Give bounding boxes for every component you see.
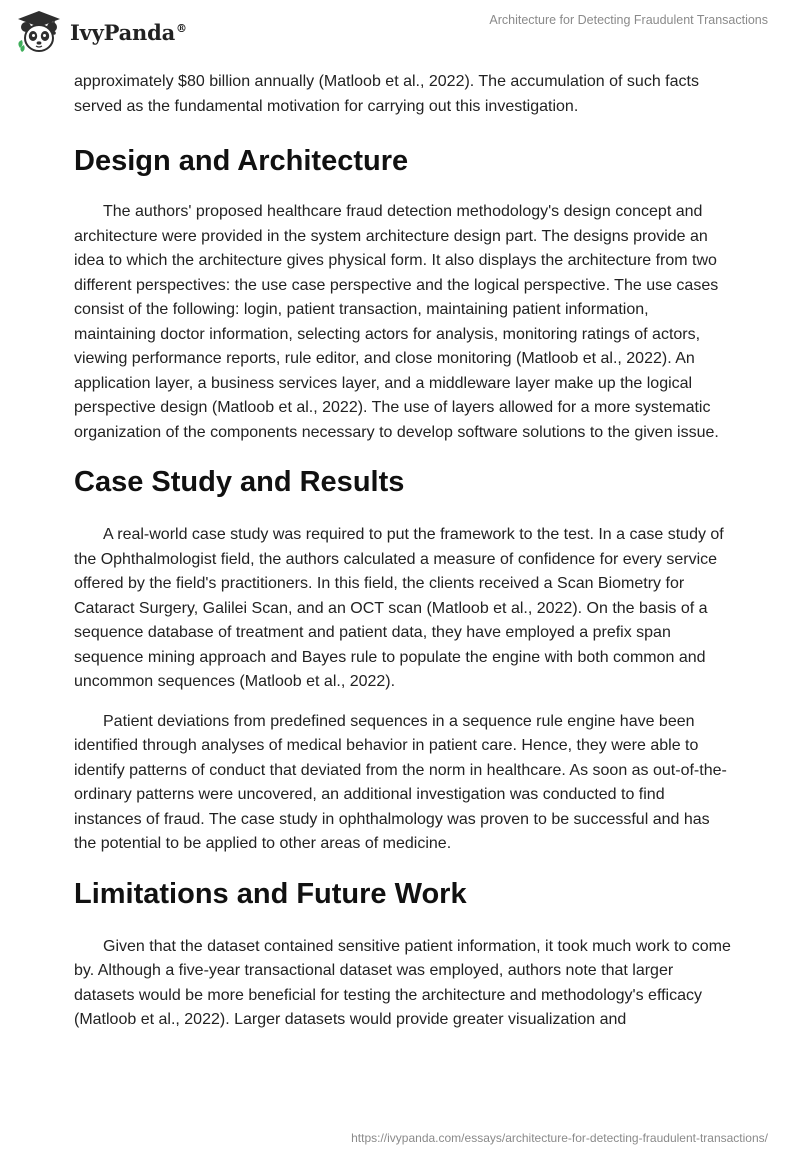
page-header — [0, 0, 800, 60]
intro-paragraph: approximately $80 billion annually (Matloob et al., 2022). The accumulation of such facts served as the fundamental motivation for carrying out this investigation. — [74, 73, 699, 115]
ivypanda-logo[interactable] — [14, 8, 187, 56]
panda-graduate-icon — [14, 8, 64, 56]
section-paragraph: The authors' proposed healthcare fraud detection methodology's design concept and architecture were provided in the system architecture design part. The designs provide an idea to which the architecture gives physical form. It also displays the architecture from two different perspectives: the use case perspective and the logical perspective. The use cases consist of the following: login, patient transaction, maintaining patient information, maintaining doctor information, selecting actors for analysis, monitoring ratings of actors, viewing performance reports, rule editor, and close monitoring (Matloob et al., 2022). An application layer, a business services layer, and a middleware layer make up the logical perspective design (Matloob et al., 2022). The use of layers allowed for a more systematic organization of the components necessary to develop software solutions to the given issue. — [74, 203, 719, 441]
running-title: Architecture for Detecting Fraudulent Transactions — [489, 13, 768, 27]
section-paragraph: Patient deviations from predefined sequences in a sequence rule engine have been identified through analyses of medical behavior in patient care. Hence, they were able to identify patterns of conduct that deviated from the norm in healthcare. As soon as out-of-the-ordinary patterns were uncovered, an additional investigation was conducted to find instances of fraud. The case study in ophthalmology was proven to be successful and has the potential to be applied to other areas of medicine. — [74, 712, 727, 852]
logo-wordmark: IvyPanda® — [70, 19, 187, 45]
section-heading-case-study: Case Study and Results — [74, 466, 405, 498]
registered-mark: ® — [176, 21, 187, 35]
section-paragraph: Given that the dataset contained sensitive patient information, it took much work to come by. Although a five-year transactional dataset was employed, authors note that larger datasets would be more beneficial for testing the architecture and methodology's efficacy (Matloob et al., 2022). Larger datasets would provide greater visualization and — [74, 937, 731, 1028]
section-heading-design: Design and Architecture — [74, 145, 409, 177]
source-url[interactable]: https://ivypanda.com/essays/architecture-for-detecting-fraudulent-transactions/ — [351, 1131, 768, 1145]
section-paragraph: A real-world case study was required to put the framework to the test. In a case study of the Ophthalmologist field, the authors calculated a measure of confidence for every service offered by the field's practitioners. In this field, the clients received a Scan Biometry for Cataract Surgery, Galilei Scan, and an OCT scan (Matloob et al., 2022). On the basis of a sequence database of treatment and patient data, they have employed a prefix span sequence mining approach and Bayes rule to populate the engine with both common and uncommon sequences (Matloob et al., 2022). — [74, 526, 724, 690]
section-heading-limitations: Limitations and Future Work — [74, 877, 467, 910]
essay-content — [74, 70, 734, 1033]
